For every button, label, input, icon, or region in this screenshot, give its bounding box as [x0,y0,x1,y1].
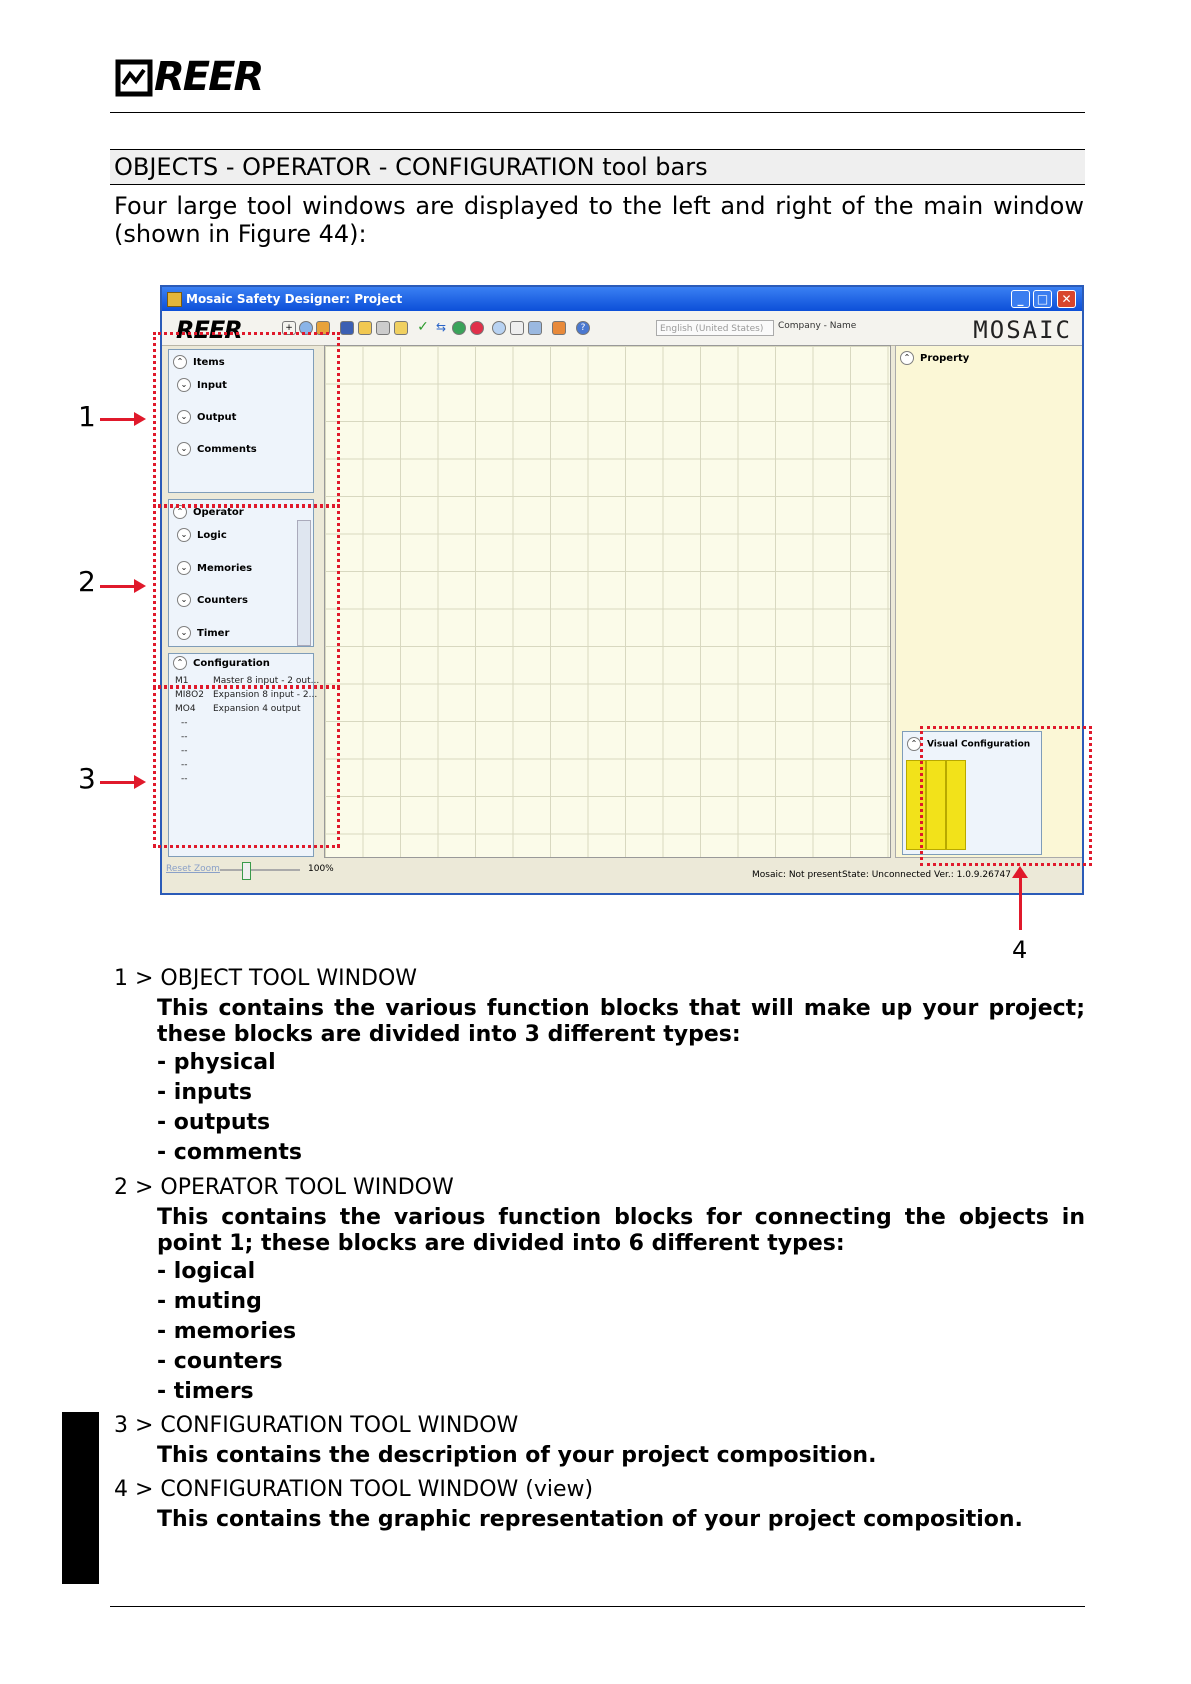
expand-icon[interactable]: ⌄ [177,561,191,575]
marker-2: 2 [78,565,96,598]
reer-logo-icon [114,58,154,98]
highlight-box-1 [153,332,340,507]
language-select[interactable]: English (United States) [656,320,774,336]
highlight-box-4 [920,726,1092,866]
config-row: -- [181,746,188,756]
brand-logo [114,56,264,100]
arrow-3 [100,781,136,784]
expand-icon[interactable]: ⌄ [177,593,191,607]
item-1-bullet: - inputs [157,1080,253,1105]
collapse-icon[interactable]: ⌃ [173,656,187,670]
items-entry[interactable]: ⌄ Output [177,410,236,424]
transfer-icon[interactable]: ⇆ [435,320,447,334]
expand-icon[interactable]: ⌄ [177,378,191,392]
collapse-icon[interactable]: ⌃ [173,355,187,369]
operator-entry[interactable]: ⌄ Counters [177,593,248,607]
item-2-bullet: - counters [157,1349,283,1374]
item-1-heading: 1 > OBJECT TOOL WINDOW [114,966,418,991]
item-1-bullet: - outputs [157,1110,271,1135]
items-panel-header[interactable]: ⌃ Items [173,355,225,369]
items-entry[interactable]: ⌄ Input [177,378,227,392]
item-3-body: This contains the description of your project composition. [157,1443,877,1468]
help-icon[interactable]: ? [576,321,590,335]
item-1-bullet: - physical [157,1050,276,1075]
window-title: Mosaic Safety Designer: Project [186,292,403,306]
expand-icon[interactable]: ⌄ [177,626,191,640]
save-icon[interactable] [340,321,354,335]
intro-paragraph: Four large tool windows are displayed to the left and right of the main window (shown in Figure 44): [114,192,1084,248]
marker-4: 4 [1012,936,1028,964]
operator-panel-header[interactable]: ⌃ Operator [173,505,244,519]
zoom-slider-thumb[interactable] [242,862,251,880]
connection-state: State: Unconnected [842,870,932,880]
operator-entry[interactable]: ⌄ Timer [177,626,229,640]
visual-panel-header[interactable]: ⌃ Visual Configuration [907,737,1030,751]
property-panel-header[interactable]: ⌃ Property [900,351,969,365]
expand-icon[interactable]: ⌄ [177,410,191,424]
item-2-bullet: - muting [157,1289,262,1314]
mosaic-status: Mosaic: Not present [752,870,842,880]
config-row: MO4 Expansion 4 output [175,704,301,714]
clipboard-icon[interactable] [510,321,524,335]
arrow-1 [100,418,136,421]
config-row: M1 Master 8 input - 2 out... [175,676,320,686]
config-row: -- [181,732,188,742]
configuration-panel-header[interactable]: ⌃ Configuration [173,656,270,670]
item-1-bullet: - comments [157,1140,302,1165]
print-icon[interactable] [376,321,390,335]
network-icon[interactable] [552,321,566,335]
item-2-bullet: - logical [157,1259,256,1284]
items-entry[interactable]: ⌄ Comments [177,442,257,456]
toolbar-logo: REER [176,316,242,344]
design-canvas[interactable] [324,345,891,858]
open-icon[interactable] [358,321,372,335]
edit-icon[interactable] [394,321,408,335]
highlight-box-3 [153,686,340,848]
item-2-bullet: - timers [157,1379,254,1404]
app-icon [167,292,182,307]
operator-entry[interactable]: ⌄ Logic [177,528,227,542]
monitor-icon[interactable] [528,321,542,335]
collapse-icon[interactable]: ⌃ [900,351,914,365]
config-row: -- [181,774,188,784]
close-icon[interactable]: ✕ [1057,290,1076,308]
expand-icon[interactable]: ⌄ [177,528,191,542]
operator-entry[interactable]: ⌄ Memories [177,561,252,575]
item-4-heading: 4 > CONFIGURATION TOOL WINDOW (view) [114,1477,594,1502]
collapse-icon[interactable]: ⌃ [907,737,921,751]
check-icon[interactable]: ✓ [417,319,429,335]
marker-3: 3 [78,762,96,795]
zoom-slider[interactable] [220,869,300,871]
minimize-icon[interactable]: _ [1011,290,1030,308]
new-object-icon[interactable]: + [282,321,296,335]
mosaic-brand: MOSAIC [973,316,1072,344]
reset-zoom-link[interactable]: Reset Zoom [166,864,220,874]
zoom-level: 100% [308,864,334,874]
footer-rule [110,1606,1085,1607]
item-3-heading: 3 > CONFIGURATION TOOL WINDOW [114,1413,519,1438]
refresh-icon[interactable] [452,321,466,335]
expand-icon[interactable]: ⌄ [177,442,191,456]
config-row: -- [181,718,188,728]
config-row: -- [181,760,188,770]
item-4-body: This contains the graphic representation of your project composition. [157,1507,1023,1532]
search-icon[interactable] [492,321,506,335]
arrow-2 [100,585,136,588]
section-title: OBJECTS - OPERATOR - CONFIGURATION tool bars [110,149,1085,185]
item-2-heading: 2 > OPERATOR TOOL WINDOW [114,1175,454,1200]
item-1-body: This contains the various function blocks that will make up your project; these blocks are divided into 3 different types: [157,996,1085,1047]
marker-1: 1 [78,400,96,433]
config-row: MI8O2 Expansion 8 input - 2... [175,690,318,700]
logo-text: REER [154,54,263,100]
arrow-4 [1019,878,1022,930]
collapse-icon[interactable]: ⌃ [173,505,187,519]
highlight-box-2 [153,505,340,688]
version-label: Ver.: 1.0.9.26747 [934,870,1012,880]
stop-icon[interactable] [470,321,484,335]
company-name: Company - Name [778,321,857,331]
header-rule [110,112,1085,113]
item-2-bullet: - memories [157,1319,297,1344]
item-2-body: This contains the various function blocks for connecting the objects in point 1; these blocks are divided into 6 different types: [157,1205,1085,1256]
maximize-icon[interactable]: □ [1033,290,1052,308]
window-titlebar [162,287,1082,311]
page-side-tab [62,1412,99,1584]
